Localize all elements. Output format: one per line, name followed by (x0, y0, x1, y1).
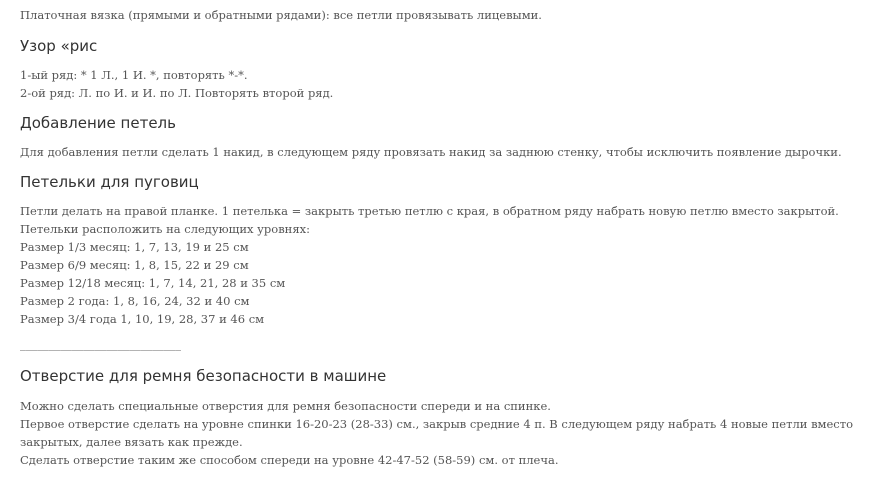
seatbelt-text-2: Первое отверстие сделать на уровне спинки 16-20-23 (28-33) см., закрыв средние 4 п. В следующем ряду набрать 4 новые петли вместо закрытых, далее вязать как прежде. (20, 417, 854, 449)
buttonholes-text-2: Петельки расположить на следующих уровнях: (20, 222, 310, 236)
buttonholes-size-1: Размер 1/3 месяц: 1, 7, 13, 19 и 25 см (20, 240, 249, 254)
intro-paragraph: Платочная вязка (прямыми и обратными рядами): все петли провязывать лицевыми. (20, 8, 542, 22)
seatbelt-text-1: Можно сделать специальные отверстия для ремня безопасности спереди и на спинке. (20, 399, 551, 413)
seatbelt-text-3: Сделать отверстие таким же способом спереди на уровне 42-47-52 (58-59) см. от плеча. (20, 453, 559, 467)
pattern-row-2: 2-ой ряд: Л. по И. и И. по Л. Повторять второй ряд. (20, 86, 334, 100)
buttonholes-size-3: Размер 12/18 месяц: 1, 7, 14, 21, 28 и 35 см (20, 276, 286, 290)
increase-text: Для добавления петли сделать 1 накид, в следующем ряду провязать накид за заднюю стенку, чтобы исключить появление дырочки. (20, 145, 842, 159)
buttonholes-size-5: Размер 3/4 года 1, 10, 19, 28, 37 и 46 см (20, 312, 265, 326)
buttonholes-size-2: Размер 6/9 месяц: 1, 8, 15, 22 и 29 см (20, 258, 249, 272)
pattern-heading: Узор «рис (20, 37, 98, 55)
seatbelt-heading: Отверстие для ремня безопасности в машине (20, 367, 387, 385)
text-divider: ____________________________ (20, 337, 181, 351)
buttonholes-heading: Петельки для пуговиц (20, 173, 199, 191)
buttonholes-size-4: Размер 2 года: 1, 8, 16, 24, 32 и 40 см (20, 294, 250, 308)
increase-heading: Добавление петель (20, 114, 176, 132)
pattern-row-1: 1-ый ряд: * 1 Л., 1 И. *, повторять *-*. (20, 68, 248, 82)
buttonholes-text-1: Петли делать на правой планке. 1 петелька = закрыть третью петлю с края, в обратном ряду набрать новую петлю вместо закрытой. (20, 204, 839, 218)
